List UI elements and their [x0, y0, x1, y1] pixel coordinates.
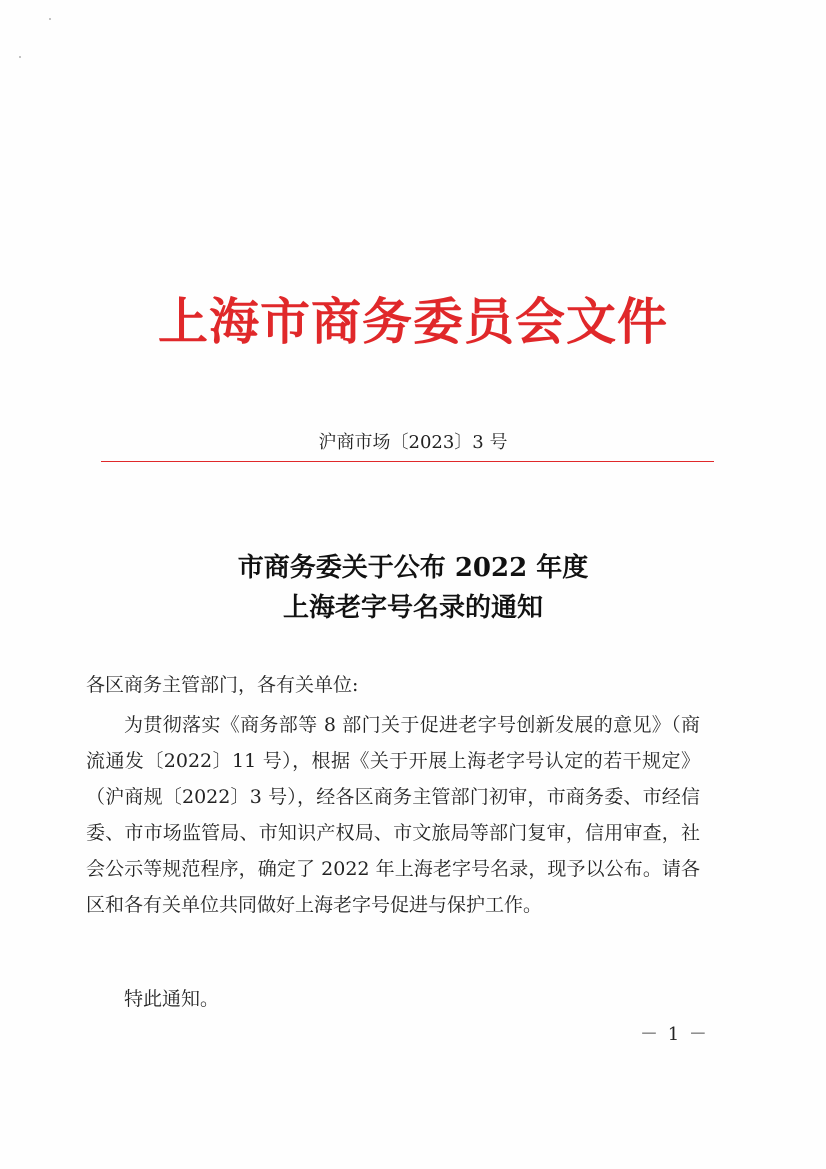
notice-title [0, 548, 826, 628]
scan-speck [19, 56, 21, 58]
notice-title-line1: 市商务委关于公布 2022 年度 [237, 553, 589, 583]
page-number: － 1 － [640, 1024, 709, 1045]
salutation: 各区商务主管部门，各有关单位: [86, 674, 359, 696]
red-divider-line [101, 461, 714, 462]
masthead-title: 上海市商务委员会文件 [158, 292, 668, 351]
scan-speck [49, 18, 51, 20]
closing-line: 特此通知。 [124, 988, 220, 1010]
document-number: 沪商市场〔2023〕3 号 [318, 432, 508, 453]
notice-title-line2: 上海老字号名录的通知 [282, 593, 543, 623]
body-paragraph: 为贯彻落实《商务部等 8 部门关于促进老字号创新发展的意见》（商流通发〔2022〕11 号），根据《关于开展上海老字号认定的若干规定》（沪商规〔2022〕3 号），经各区商务主管部门初审，市商务委、市经信委、市市场监管局、市知识产权局、市文旅局等部门复审，信用审查，社会公示等规范程序，确定了 2022 年上海老字号名录，现予以公布。请各区和各有关单位共同做好上海老字号促进与保护工作。 [86, 714, 700, 916]
